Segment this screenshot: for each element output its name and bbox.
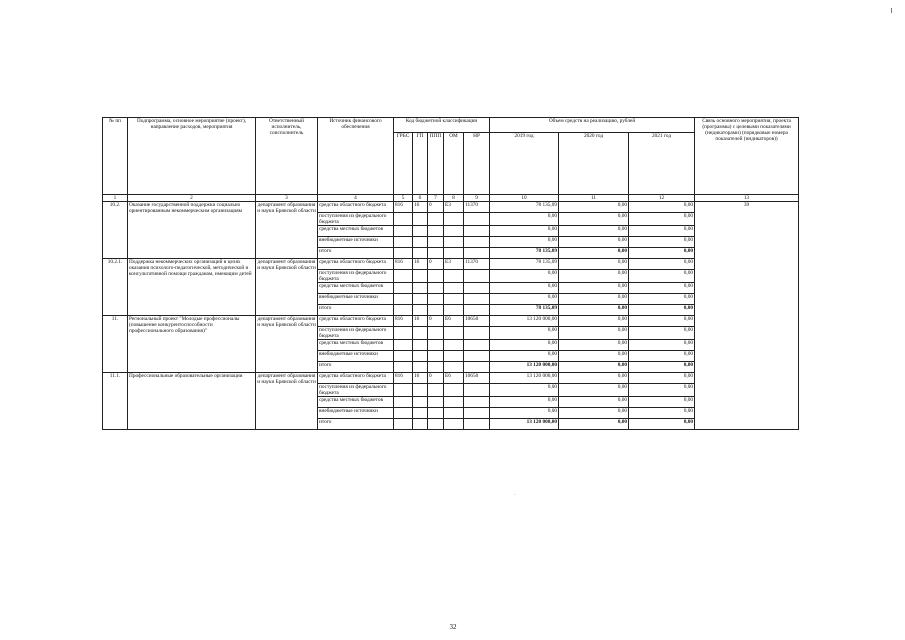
code-empty [413,384,428,397]
code-grbs: 816 [394,373,413,384]
row-source: средства местных бюджетов [318,340,394,351]
code-empty [464,226,490,237]
code-empty [394,327,413,340]
value-2021: 0,00 [629,248,695,259]
code-empty [394,237,413,248]
row-number: 10.2. [103,202,128,259]
column-number: 5 [394,195,413,202]
value-2019: 78 135,09 [490,248,559,259]
code-empty [413,213,428,226]
code-empty [428,351,444,362]
code-empty [464,213,490,226]
row-source: внебюджетные источники [318,408,394,419]
value-2020: 0,00 [559,270,629,283]
row-source: средства областного бюджета [318,316,394,327]
row-source: средства областного бюджета [318,373,394,384]
table-row [103,316,799,327]
value-2019: 0,00 [490,270,559,283]
value-2021: 0,00 [629,327,695,340]
value-2019: 0,00 [490,327,559,340]
value-2019: 0,00 [490,384,559,397]
value-2020: 0,00 [559,397,629,408]
row-source: итого [318,305,394,316]
code-empty [413,270,428,283]
column-number: 3 [256,195,318,202]
code-empty [444,237,464,248]
code-empty [464,384,490,397]
value-2019: 13 120 000,00 [490,373,559,384]
header-code-grbs: ГРБС [394,133,413,195]
code-empty [394,397,413,408]
value-2019: 13 120 000,00 [490,362,559,373]
value-2019: 78 135,09 [490,202,559,213]
table-row [103,202,799,213]
code-empty [464,419,490,430]
code-empty [464,351,490,362]
column-number: 13 [695,195,799,202]
value-2020: 0,00 [559,213,629,226]
code-empty [394,248,413,259]
value-2019: 0,00 [490,408,559,419]
code-empty [464,362,490,373]
code-empty [428,213,444,226]
table-row [103,373,799,384]
budget-table [102,117,799,430]
row-source: средства местных бюджетов [318,397,394,408]
code-empty [413,248,428,259]
code-empty [428,384,444,397]
row-source: средства областного бюджета [318,259,394,270]
code-empty [394,226,413,237]
code-nr: 11370 [464,202,490,213]
row-responsible: департамент образования и науки Брянской области [256,202,318,259]
code-empty [444,213,464,226]
value-2021: 0,00 [629,419,695,430]
code-empty [413,305,428,316]
code-ppp: 0 [428,316,444,327]
edge-scan-mark [891,8,894,13]
value-2020: 0,00 [559,373,629,384]
row-source: поступления из федерального бюджета [318,384,394,397]
row-name: Оказание государственной поддержки социально ориентированным некоммерческим организациям [128,202,256,259]
row-source: внебюджетные источники [318,237,394,248]
code-empty [413,340,428,351]
code-empty [394,384,413,397]
code-empty [394,305,413,316]
header-code-group: Код бюджетной классификации [394,118,490,133]
header-responsible: Ответственный исполнитель, соисполнитель [256,118,318,195]
value-2019: 0,00 [490,213,559,226]
code-empty [413,327,428,340]
code-om: Е3 [444,259,464,270]
code-empty [428,362,444,373]
header-year-2021: 2021 год [629,133,695,195]
code-empty [413,294,428,305]
page-number: 32 [449,623,457,631]
value-2021: 0,00 [629,408,695,419]
row-source: поступления из федерального бюджета [318,327,394,340]
row-source: средства местных бюджетов [318,283,394,294]
value-2020: 0,00 [559,305,629,316]
code-ppp: 0 [428,202,444,213]
code-om: Е6 [444,316,464,327]
table-row [103,259,799,270]
code-empty [394,351,413,362]
code-empty [413,226,428,237]
column-number: 7 [428,195,444,202]
row-source: итого [318,419,394,430]
value-2021: 0,00 [629,226,695,237]
column-number: 11 [559,195,629,202]
value-2020: 0,00 [559,327,629,340]
code-empty [428,294,444,305]
row-source: внебюджетные источники [318,294,394,305]
value-2021: 0,00 [629,316,695,327]
code-empty [394,283,413,294]
code-empty [394,408,413,419]
row-source: итого [318,362,394,373]
code-empty [444,248,464,259]
code-empty [428,419,444,430]
code-empty [444,362,464,373]
header-code-gp: ГП [413,133,428,195]
code-gp: 16 [413,259,428,270]
code-empty [413,397,428,408]
code-empty [444,327,464,340]
code-empty [413,362,428,373]
value-2020: 0,00 [559,340,629,351]
header-year-2020: 2020 год [559,133,629,195]
header-no: № пп [103,118,128,195]
code-empty [428,327,444,340]
code-empty [413,408,428,419]
code-empty [444,305,464,316]
header-volume-group: Объем средств на реализацию, рублей [490,118,695,133]
header-code-om: ОМ [444,133,464,195]
code-gp: 16 [413,316,428,327]
value-2021: 0,00 [629,397,695,408]
value-2020: 0,00 [559,259,629,270]
code-grbs: 816 [394,202,413,213]
column-number: 9 [464,195,490,202]
code-nr: 10650 [464,316,490,327]
value-2019: 0,00 [490,397,559,408]
value-2020: 0,00 [559,226,629,237]
code-empty [428,237,444,248]
code-empty [464,270,490,283]
value-2020: 0,00 [559,237,629,248]
value-2019: 0,00 [490,237,559,248]
code-nr: 10650 [464,373,490,384]
link-indicator: 39 [695,202,799,430]
value-2020: 0,00 [559,408,629,419]
column-number: 6 [413,195,428,202]
header-row-1 [103,118,799,133]
value-2021: 0,00 [629,373,695,384]
header-year-2019: 2019 год [490,133,559,195]
row-source: внебюджетные источники [318,351,394,362]
row-name: Профессиональные образовательные организации [128,373,256,430]
code-empty [444,397,464,408]
code-empty [444,340,464,351]
value-2021: 0,00 [629,384,695,397]
code-empty [428,226,444,237]
code-empty [394,213,413,226]
code-gp: 16 [413,373,428,384]
code-empty [428,270,444,283]
code-empty [444,351,464,362]
code-empty [394,362,413,373]
row-number: 11. [103,316,128,373]
code-om: Е6 [444,373,464,384]
value-2020: 0,00 [559,419,629,430]
code-grbs: 816 [394,259,413,270]
row-source: поступления из федерального бюджета [318,213,394,226]
value-2019: 0,00 [490,351,559,362]
value-2021: 0,00 [629,270,695,283]
code-empty [464,408,490,419]
value-2019: 13 120 000,00 [490,419,559,430]
column-number: 8 [444,195,464,202]
value-2019: 0,00 [490,226,559,237]
code-empty [428,248,444,259]
code-empty [444,384,464,397]
code-empty [464,248,490,259]
value-2021: 0,00 [629,351,695,362]
row-source: средства местных бюджетов [318,226,394,237]
value-2019: 0,00 [490,283,559,294]
header-name: Подпрограмма, основное мероприятие (проект), направление расходов, мероприятия [128,118,256,195]
value-2019: 78 135,09 [490,305,559,316]
code-empty [444,270,464,283]
row-name: Поддержка некоммерческих организаций в целях оказания психолого-педагогической, методической и консультативной помощи гражданам, имеющим детей [128,259,256,316]
column-number-row [103,195,799,202]
code-ppp: 0 [428,373,444,384]
code-grbs: 816 [394,316,413,327]
code-empty [428,305,444,316]
header-source: Источник финансового обеспечения [318,118,394,195]
value-2020: 0,00 [559,384,629,397]
code-empty [428,340,444,351]
column-number: 2 [128,195,256,202]
code-ppp: 0 [428,259,444,270]
code-empty [444,283,464,294]
code-empty [394,419,413,430]
value-2021: 0,00 [629,294,695,305]
code-empty [464,340,490,351]
row-number: 10.2.1. [103,259,128,316]
row-responsible: департамент образования и науки Брянской области [256,316,318,373]
code-nr: 11370 [464,259,490,270]
value-2021: 0,00 [629,305,695,316]
row-source: средства областного бюджета [318,202,394,213]
value-2021: 0,00 [629,237,695,248]
code-empty [428,283,444,294]
row-responsible: департамент образования и науки Брянской области [256,373,318,430]
value-2020: 0,00 [559,283,629,294]
value-2019: 78 135,09 [490,259,559,270]
code-empty [413,283,428,294]
stray-mark: · [514,493,516,498]
row-number: 11.1. [103,373,128,430]
code-empty [394,294,413,305]
row-responsible: департамент образования и науки Брянской области [256,259,318,316]
value-2021: 0,00 [629,213,695,226]
code-empty [413,351,428,362]
code-empty [464,294,490,305]
value-2019: 0,00 [490,340,559,351]
value-2021: 0,00 [629,362,695,373]
code-gp: 16 [413,202,428,213]
code-om: Е3 [444,202,464,213]
row-name: Региональный проект "Молодые профессионалы (повышение конкурентоспособности профессионального образования)" [128,316,256,373]
value-2019: 0,00 [490,294,559,305]
column-number: 4 [318,195,394,202]
code-empty [428,397,444,408]
value-2020: 0,00 [559,351,629,362]
value-2021: 0,00 [629,259,695,270]
code-empty [428,408,444,419]
value-2021: 0,00 [629,283,695,294]
code-empty [444,294,464,305]
column-number: 1 [103,195,128,202]
code-empty [394,270,413,283]
value-2021: 0,00 [629,202,695,213]
code-empty [464,305,490,316]
code-empty [413,419,428,430]
code-empty [444,408,464,419]
code-empty [444,226,464,237]
column-number: 10 [490,195,559,202]
code-empty [464,237,490,248]
row-source: итого [318,248,394,259]
code-empty [464,397,490,408]
header-code-ppp: ППП [428,133,444,195]
code-empty [464,283,490,294]
row-source: поступления из федерального бюджета [318,270,394,283]
header-link: Связь основного мероприятия, проекта (программы) с целевыми показателями (индикаторами) (порядковые номера показателей (индикаторов)) [695,118,799,195]
value-2021: 0,00 [629,340,695,351]
code-empty [464,327,490,340]
code-empty [394,340,413,351]
value-2019: 13 120 000,00 [490,316,559,327]
value-2020: 0,00 [559,294,629,305]
code-empty [444,419,464,430]
value-2020: 0,00 [559,362,629,373]
header-code-nr: НР [464,133,490,195]
value-2020: 0,00 [559,316,629,327]
code-empty [413,237,428,248]
value-2020: 0,00 [559,202,629,213]
value-2020: 0,00 [559,248,629,259]
column-number: 12 [629,195,695,202]
